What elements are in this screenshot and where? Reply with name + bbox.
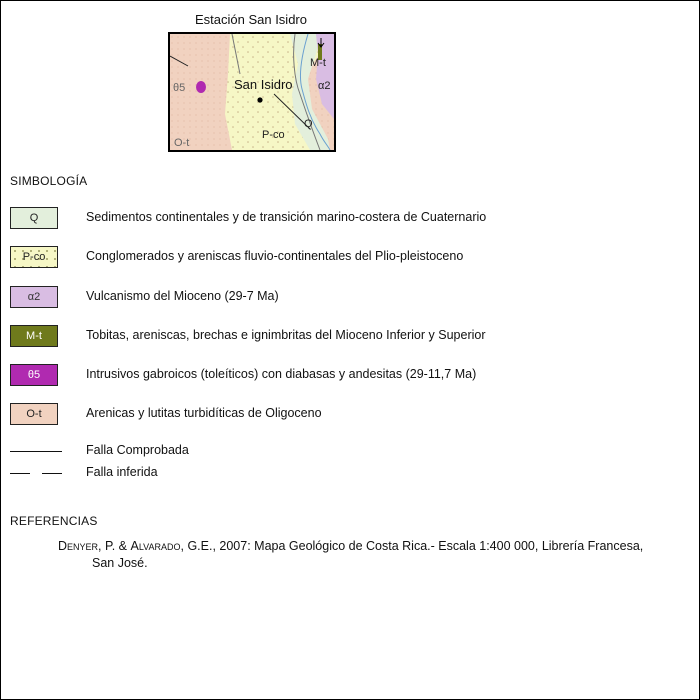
legend-item <box>10 286 690 310</box>
legend-swatch-m-t: M-t <box>10 325 58 347</box>
reference-entry <box>58 538 658 572</box>
reference-author: Alvarado <box>130 539 181 553</box>
legend-item <box>10 246 690 270</box>
legend-text: Falla inferida <box>86 465 158 479</box>
reference-text: , G.E., 2007: Mapa Geológico de Costa Rica.- Escala 1:400 000, Librería Francesa, <box>180 539 644 553</box>
legend-text: Vulcanismo del Mioceno (29-7 Ma) <box>86 289 279 303</box>
map-label-alpha2: α2 <box>318 80 331 92</box>
reference-sep: , P. & <box>98 539 131 553</box>
legend-text: Sedimentos continentales y de transición marino-costera de Cuaternario <box>86 210 487 224</box>
legend-swatch-alpha2: α2 <box>10 286 58 308</box>
geologic-map <box>168 32 336 152</box>
map-label-m-t: M-t <box>310 57 326 69</box>
town-marker <box>257 97 262 102</box>
legend-swatch-theta5: θ5 <box>10 364 58 386</box>
legend-swatch-q: Q <box>10 207 58 229</box>
legend-text: Falla Comprobada <box>86 443 189 457</box>
reference-text: San José. <box>92 556 148 570</box>
map-label-p-co: P-co <box>262 129 285 141</box>
map-label-o-t: O-t <box>174 137 190 149</box>
solid-line-sample <box>10 451 62 452</box>
legend-item <box>10 364 690 388</box>
map-label-q: Q <box>304 118 313 130</box>
reference-author: Denyer <box>58 539 99 553</box>
unit-theta5-area <box>196 81 206 93</box>
legend-text: Tobitas, areniscas, brechas e ignimbritas del Mioceno Inferior y Superior <box>86 328 486 342</box>
references-heading: REFERENCIAS <box>10 514 98 528</box>
legend-swatch-o-t: O-t <box>10 403 58 425</box>
legend-item <box>10 403 690 427</box>
map-canvas <box>170 34 334 150</box>
legend-heading: SIMBOLOGÍA <box>10 174 88 188</box>
map-label-san-isidro: San Isidro <box>234 77 293 92</box>
legend-line-item <box>10 440 690 464</box>
legend-item <box>10 207 690 231</box>
legend-swatch-p-co: P-co <box>10 246 58 268</box>
dashed-line-sample <box>10 473 62 474</box>
legend-text: Arenicas y lutitas turbidíticas de Oligoceno <box>86 406 322 420</box>
legend-text: Intrusivos gabroicos (toleíticos) con diabasas y andesitas (29-11,7 Ma) <box>86 367 477 381</box>
legend-line-item <box>10 462 690 486</box>
figure-title: Estación San Isidro <box>194 12 307 27</box>
legend-text: Conglomerados y areniscas fluvio-continentales del Plio-pleistoceno <box>86 249 464 263</box>
legend-item <box>10 325 690 349</box>
map-label-theta5: θ5 <box>173 82 186 94</box>
